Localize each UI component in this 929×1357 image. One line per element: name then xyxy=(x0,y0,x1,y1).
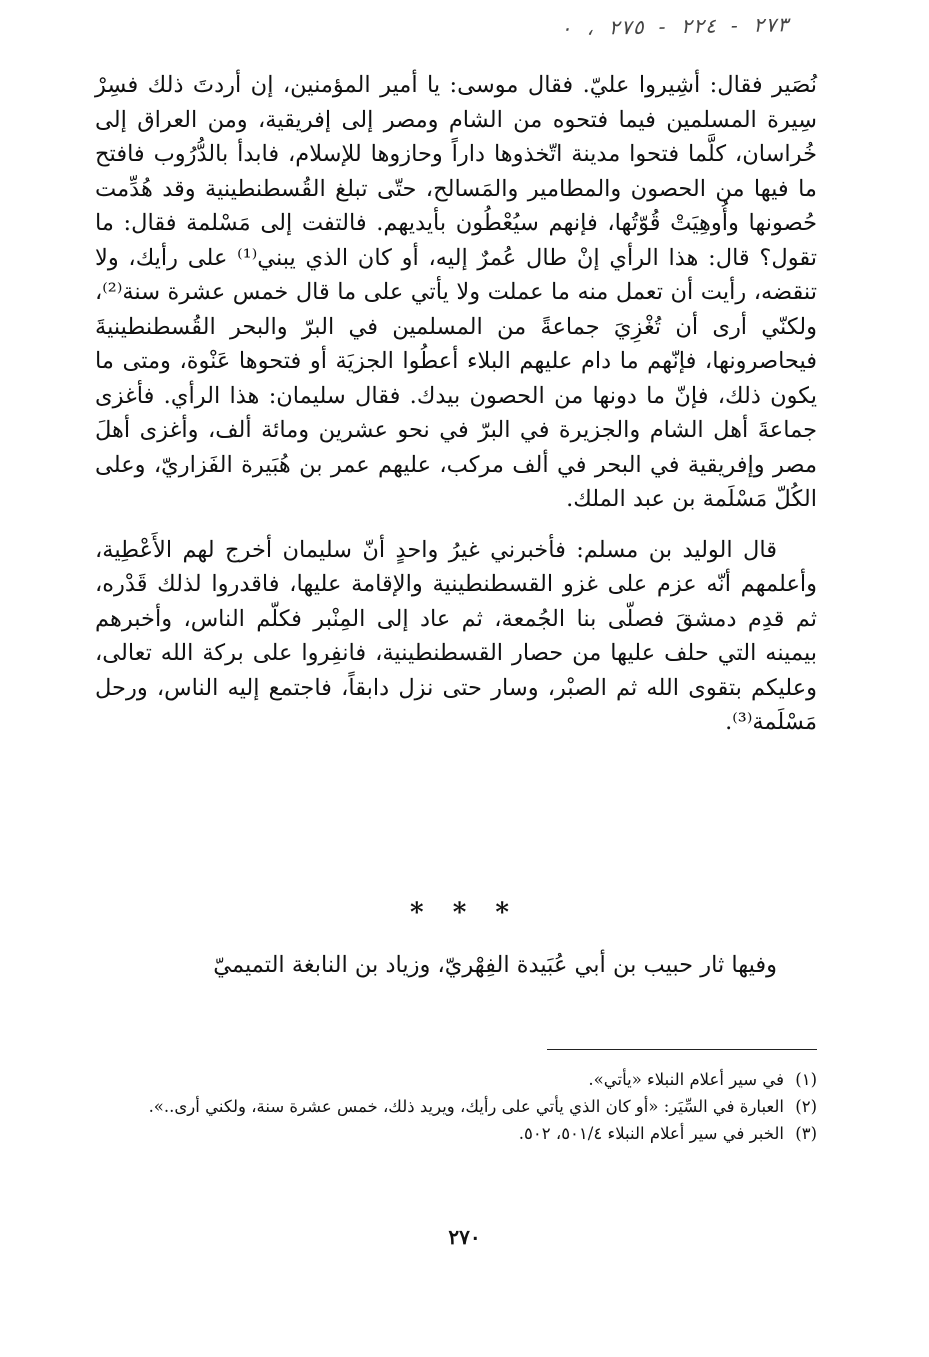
footnote-number: (٣) xyxy=(795,1124,817,1143)
page-number: ٢٧٠ xyxy=(448,1225,481,1249)
footnote-divider xyxy=(547,1049,817,1050)
footnote-text: الخبر في سير أعلام النبلاء ٥٠١/٤، ٥٠٢. xyxy=(518,1124,784,1143)
footnote-item xyxy=(95,1066,817,1093)
handwritten-page-reference: ٢٧٣ - ٢٢٤ - ٢٧٥ ، ٠ xyxy=(559,12,789,41)
paragraph-2: قال الوليد بن مسلم: فأخبرني غيرُ واحدٍ أنّ سليمان أخرج لهم الأَعْطِية، وأعلمهم أنّه عزم على غزو القسطنطينية والإقامة عليها، فاقدروا لذلك قَدْره، ثم قدِم دمشقَ فصلّى بنا الجُمعة، ثم عاد إلى المِنْبر فكلّم الناس، وأخبرهم بيمينه التي حلف عليها من حصار القسطنطينية، فانفِروا على بركة الله تعالى، وعليكم بتقوى الله ثم الصبْر، وسار حتى نزل دابقاً، فاجتمع إليه الناس، ورحل مَسْلَمة⁽³⁾. xyxy=(95,536,817,735)
section-separator: * * * xyxy=(410,898,519,928)
footnote-item xyxy=(95,1093,817,1120)
footnote-text: العبارة في السِّيَر: «أو كان الذي يأتي على رأيك، ويريد ذلك، خمس عشرة سنة، ولكني أرى..». xyxy=(148,1097,784,1116)
paragraph-3: وفيها ثار حبيب بن أبي عُبَيدة الفِهْريّ، وزياد بن النابغة التميميّ xyxy=(213,952,777,978)
footnote-number: (٢) xyxy=(795,1097,817,1116)
footnote-number: (١) xyxy=(795,1070,817,1089)
main-text xyxy=(95,68,817,740)
footnote-text: في سير أعلام النبلاء «يأتي». xyxy=(588,1070,784,1089)
footnote-item xyxy=(95,1120,817,1147)
paragraph-1: نُصَير فقال: أشِيروا عليّ. فقال موسى: يا أمير المؤمنين، إن أردتَ ذلك فسِرْ سِيرة المسلمين فيما فتحوه من الشام ومصر إلى إفريقية، ومن العراق إلى خُراسان، كلَّما فتحوا مدينة اتّخذوها داراً وحازوها للإسلام، فابدأ بالدُّرُوب فافتح ما فيها من الحصون والمطامير والمَسالح، حتّى تبلغ القُسطنطينية وقد هُدِّمت حُصونها وأُوهِيَتْ قُوّتُها، فإنهم سيُعْطُون بأيديهم. فالتفت إلى مَسْلمة فقال: ما تقول؟ قال: هذا الرأي إنْ طال عُمرٌ إليه، أو كان الذي يبني⁽¹⁾ على رأيك، ولا تنقضه، رأيت أن تعمل منه ما عملت ولا يأتي على ما قال خمس عشرة سنة⁽²⁾، ولكنّي أرى أن تُغْزِيَ جماعةً من المسلمين في البرّ والبحر القُسطنطينيةَ فيحاصرونها، فإنّهم ما دام عليهم البلاء أعطُوا الجزيَة أو فتحوها عَنْوة، ومتى ما يكون ذلك، فإنّ ما دونها من الحصون بيدك. فقال سليمان: هذا الرأي. فأغزى جماعةَ أهل الشام والجزيرة في البرّ في نحو عشرين ومائة ألف، وأغزى أهلَ مصر وإفريقية في البحر في ألف مركب، عليهم عمر بن هُبَيرة الفَزاريّ، وعلى الكُلّ مَسْلَمة بن عبد الملك. xyxy=(95,72,817,512)
footnotes-list xyxy=(95,1066,817,1147)
